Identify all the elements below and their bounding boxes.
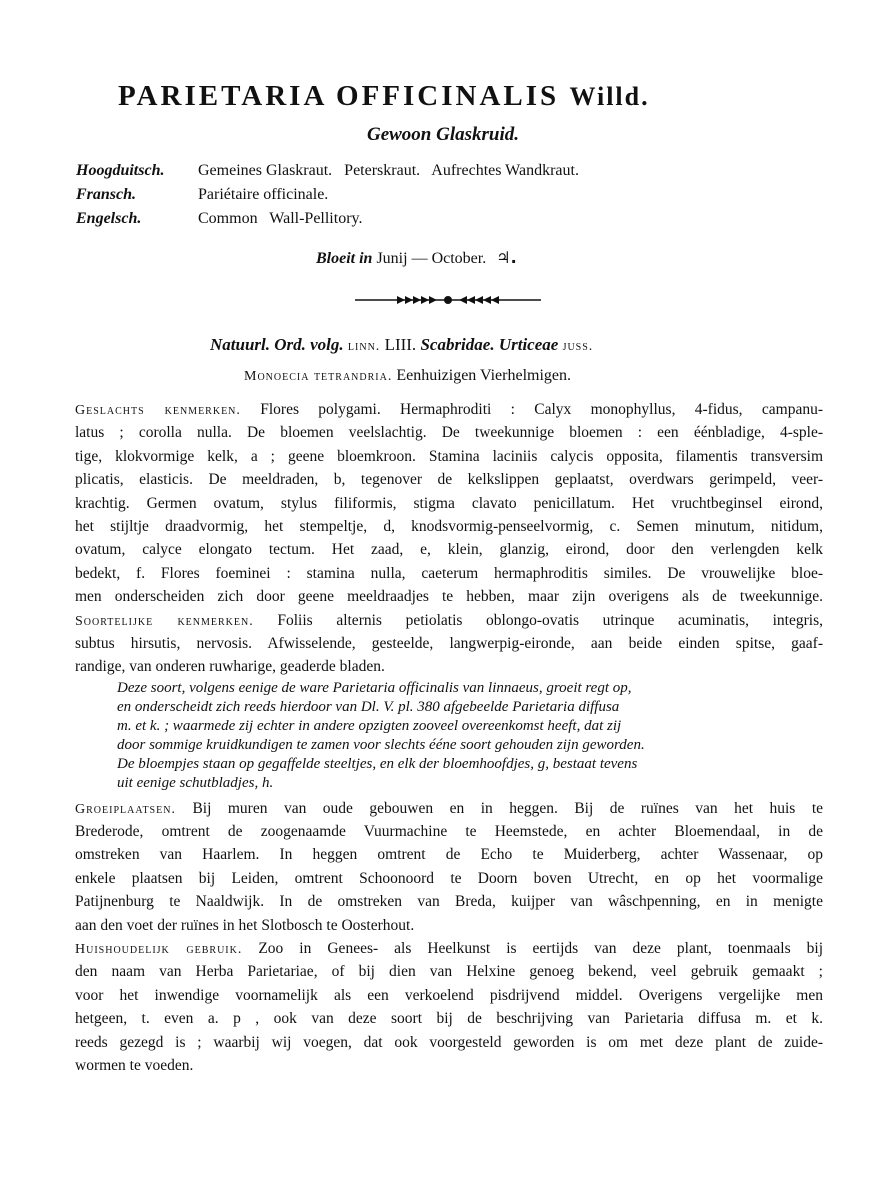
text-line: plicatis, elasticis. De meeldraden, b, tegenover de kelkslippen geplaatst, overdwars gerimpeld, veer- [75, 471, 823, 489]
natural-order [210, 335, 593, 355]
text-line: randige, van onderen ruwharige, geaderde bladen. [75, 658, 385, 676]
natuurl-urticeae: Urticeae [498, 335, 559, 354]
section-heading: Soortelijke kenmerken. [75, 613, 254, 629]
vernacular-row-german [76, 162, 579, 186]
text-line: latus ; corolla nulla. De bloemen veelslachtig. De tweekunnige bloemen : een éénbladige, 4-sple- [75, 424, 823, 442]
ornamental-divider [355, 292, 541, 313]
text-line: men onderscheiden zich door geene meeldraadjes te hebben, maar zijn overigens als de tweekunnige. [75, 588, 823, 606]
section-heading: Huishoudelijk gebruik. [75, 942, 243, 958]
title-author: Willd. [569, 82, 650, 111]
text-line: bedekt, f. Flores foeminei : stamina nulla, caeterum hermaphroditis similes. De vrouwelijke bloe- [75, 564, 823, 582]
note-line: door sommige kruidkundigen te zamen voor slechts ééne soort gehouden zijn geworden. [117, 736, 645, 753]
subtitle: Gewoon Glaskruid. [366, 124, 520, 145]
text-line: aan den voet der ruïnes in het Slotbosch te Oosterhout. [75, 916, 415, 934]
text-line: wormen te voeden. [75, 1056, 194, 1074]
vernacular-names [76, 162, 579, 234]
bloei-months: Junij — October. [376, 250, 487, 267]
lang-label: Hoogduitsch. [76, 162, 165, 179]
text-line: enkele plaatsen bij Leiden, omtrent Schoonoord te Doorn boven Utrecht, en op het voormalige [75, 869, 823, 887]
text-line: hetgeen, t. even a. p , ook van deze soort bij de beschrijving van Parietaria diffusa m. et k. [75, 1010, 823, 1028]
section-heading: Geslachts kenmerken. [75, 403, 241, 418]
vernacular-row-english [76, 210, 579, 234]
vernacular-row-french [76, 186, 579, 210]
class-latin: Monoecia tetrandria. [244, 369, 393, 384]
note-line: De bloempjes staan op gegaffelde steeltjes, en elk der bloemhoofdjes, g, bestaat tevens [117, 755, 638, 772]
text-line: reeds gezegd is ; waarbij wij voegen, dat ook voorgesteld geworden is om met deze plant de zuide- [75, 1033, 823, 1051]
text-line: Soortelijke kenmerken. Foliis alternis petiolatis oblongo-ovatis utrinque acuminatis, integris, [75, 611, 823, 629]
natuurl-label: Natuurl. Ord. volg. [210, 335, 344, 354]
text-line: krachtig. Germen ovatum, stylus filiformis, stigma clavato penicillatum. Het vruchtbeginsel eirond, [75, 494, 823, 512]
natuurl-scabridae: Scabridae. [420, 335, 495, 354]
bloei-word: Bloeit [316, 250, 356, 267]
lang-names: Gemeines Glaskraut. Peterskraut. Aufrechtes Wandkraut. [198, 162, 579, 179]
text-line: Geslachts kenmerken. Flores polygami. Hermaphroditi : Calyx monophyllus, 4-fidus, campanu- [75, 401, 823, 418]
bloei-in: in [359, 250, 373, 267]
linnaean-class [244, 367, 571, 385]
natuurl-number: LIII. [384, 335, 417, 354]
text-line: het stijltje draadvormig, het stempeltje, d, knodsvormig-penseelvormig, c. Semen minutum, nitidum, [75, 517, 823, 535]
natuurl-linn: linn. [347, 339, 381, 354]
divider-rule [355, 292, 541, 308]
note-line: en onderscheidt zich reeds hierdoor van Dl. V. pl. 380 afgebeelde Parietaria diffusa [117, 698, 620, 715]
text-line: Patijnenburg te Naaldwijk. In de omstreken van Breda, kuijper van wâschpenning, en in menigte [75, 893, 823, 911]
note-line: Deze soort, volgens eenige de ware Parietaria officinalis van linnaeus, groeit regt op, [117, 679, 632, 696]
text-line: Brederode, omtrent de zoogenaamde Vuurmachine te Heemstede, en achter Bloemendaal, in de [75, 823, 823, 841]
text-line: tige, klokvormige kelk, a ; geene bloemkroon. Stamina laciniis calycis opposita, filamentis transversim [75, 447, 823, 465]
class-dutch: Eenhuizigen Vierhelmigen. [396, 367, 572, 384]
section-heading: Groeiplaatsen. [75, 801, 176, 817]
lang-label: Fransch. [76, 186, 137, 203]
lang-names: Pariétaire officinale. [198, 186, 329, 203]
text-line: omstreken van Haarlem. In heggen omtrent de Echo te Muiderberg, achter Wassenaar, op [75, 846, 823, 864]
note-line: uit eenige schutbladjes, h. [117, 774, 274, 791]
text-line: voor het inwendige voornamelijk als een verkoelend pisdrijvend middel. Overigens vergelijke men [75, 986, 823, 1004]
text-line: Groeiplaatsen. Bij muren van oude gebouwen en in heggen. Bij de ruïnes van het huis te [75, 799, 823, 817]
lang-names: Common Wall-Pellitory. [198, 210, 363, 227]
flowering-period [316, 248, 517, 268]
text-line: subtus hirsutis, nervosis. Afwisselende, gesteelde, langwerpig-eironde, aan beide einden spitse, gaaf- [75, 634, 823, 652]
text-line: ovatum, calyce elongato tectum. Het zaad, e, klein, glanzig, eirond, door den verlengden kelk [75, 541, 823, 559]
lang-label: Engelsch. [76, 210, 142, 227]
perennial-symbol: ♃. [496, 248, 517, 267]
text-line: den naam van Herba Parietariae, of bij dien van Helxine genoeg bekend, veel gebruik gemaakt ; [75, 963, 823, 981]
natuurl-juss: juss. [562, 339, 594, 354]
title-species: PARIETARIA OFFICINALIS [118, 80, 560, 112]
text-line: Huishoudelijk gebruik. Zoo in Genees- als Heelkunst is eertijds van deze plant, toenmaals bij [75, 940, 823, 958]
description-body [75, 398, 823, 1077]
note-line: m. et k. ; waarmede zij echter in andere opzigten zooveel overeenkomst heeft, dat zij [117, 717, 622, 734]
page-title [118, 80, 818, 113]
